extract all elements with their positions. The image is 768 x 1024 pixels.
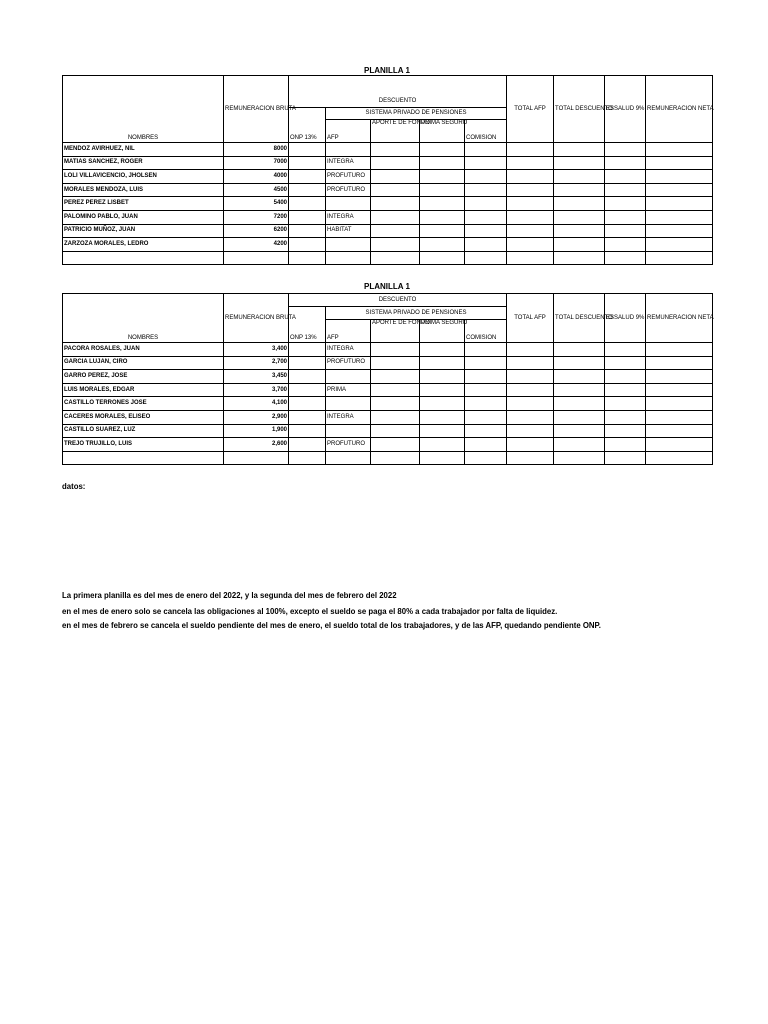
table-row <box>63 170 713 184</box>
empty-cell <box>646 210 713 224</box>
empty-cell <box>371 143 420 157</box>
empty-cell <box>465 438 507 452</box>
empty-cell <box>371 397 420 411</box>
empty-cell <box>646 197 713 211</box>
header-remuneracion-bruta: REMUNERACION BRUTA <box>224 294 289 343</box>
header-aporte-fondo: APORTE DE FONDO <box>371 320 420 343</box>
empty-cell <box>554 224 605 238</box>
table-row-empty <box>63 251 713 265</box>
notes-line-2: en el mes de enero solo se cancela las obligaciones al 100%, excepto el sueldo se paga el 80% a cada trabajador por falta de liquidez. <box>62 607 558 616</box>
gross-salary: 4,100 <box>224 397 289 411</box>
header-comision: COMISION <box>465 120 507 143</box>
header-remuneracion-neta: REMUNERACION NETA <box>646 294 713 343</box>
table-row <box>63 383 713 397</box>
empty-cell <box>605 343 646 357</box>
onp-cell <box>289 424 326 438</box>
empty-cell <box>507 251 554 265</box>
empty-cell <box>646 451 713 465</box>
gross-salary: 2,600 <box>224 438 289 452</box>
empty-cell <box>289 251 326 265</box>
header-remuneracion-bruta: REMUNERACION BRUTA <box>224 76 289 143</box>
gross-salary: 3,400 <box>224 343 289 357</box>
empty-cell <box>554 143 605 157</box>
empty-cell <box>420 397 465 411</box>
gross-salary: 4000 <box>224 170 289 184</box>
empty-cell <box>465 170 507 184</box>
empty-cell <box>605 383 646 397</box>
planilla-2-title: PLANILLA 1 <box>364 282 410 291</box>
empty-cell <box>371 370 420 384</box>
empty-cell <box>465 238 507 252</box>
header-total-afp: TOTAL AFP <box>507 294 554 343</box>
header-prima-seguro: PRIMA SEGURO <box>420 320 465 343</box>
empty-cell <box>465 251 507 265</box>
empty-cell <box>420 251 465 265</box>
onp-cell <box>289 397 326 411</box>
empty-cell <box>507 156 554 170</box>
onp-cell <box>289 410 326 424</box>
gross-salary: 2,900 <box>224 410 289 424</box>
empty-cell <box>289 451 326 465</box>
empty-cell <box>507 210 554 224</box>
onp-cell <box>289 170 326 184</box>
header-descuento: DESCUENTO <box>289 97 507 108</box>
empty-cell <box>371 356 420 370</box>
empty-cell <box>465 397 507 411</box>
empty-cell <box>371 383 420 397</box>
empty-cell <box>371 343 420 357</box>
header-onp: ONP 13% <box>289 108 326 143</box>
empty-cell <box>646 370 713 384</box>
afp-cell: PROFUTURO <box>326 183 371 197</box>
empty-cell <box>554 210 605 224</box>
onp-cell <box>289 383 326 397</box>
onp-cell <box>289 197 326 211</box>
empty-cell <box>63 251 224 265</box>
empty-cell <box>554 170 605 184</box>
empty-cell <box>605 251 646 265</box>
planilla-1-body <box>63 143 713 265</box>
empty-cell <box>465 224 507 238</box>
empty-cell <box>371 424 420 438</box>
empty-cell <box>465 143 507 157</box>
empty-cell <box>507 410 554 424</box>
empty-cell <box>465 210 507 224</box>
empty-cell <box>420 238 465 252</box>
empty-cell <box>605 451 646 465</box>
afp-cell: PROFUTURO <box>326 356 371 370</box>
empty-cell <box>605 370 646 384</box>
gross-salary: 4200 <box>224 238 289 252</box>
empty-cell <box>465 424 507 438</box>
empty-cell <box>507 451 554 465</box>
header-total-afp: TOTAL AFP <box>507 76 554 143</box>
empty-cell <box>465 383 507 397</box>
empty-cell <box>646 397 713 411</box>
empty-cell <box>605 397 646 411</box>
empty-cell <box>326 451 371 465</box>
empty-cell <box>646 238 713 252</box>
employee-name: PEREZ PEREZ LISBET <box>63 197 224 211</box>
empty-cell <box>554 343 605 357</box>
empty-cell <box>371 170 420 184</box>
empty-cell <box>465 410 507 424</box>
table-row <box>63 370 713 384</box>
header-aporte-fondo: APORTE DE FONDO <box>371 120 420 143</box>
empty-cell <box>507 397 554 411</box>
header-nombres: NOMBRES <box>63 294 224 343</box>
employee-name: TREJO TRUJILLO, LUIS <box>63 438 224 452</box>
employee-name: GARCIA LUJAN, CIRO <box>63 356 224 370</box>
table-row <box>63 210 713 224</box>
empty-cell <box>371 451 420 465</box>
table-row <box>63 397 713 411</box>
afp-cell <box>326 143 371 157</box>
planilla-2-body <box>63 343 713 465</box>
employee-name: ZARZOZA MORALES, LEDRO <box>63 238 224 252</box>
empty-cell <box>420 356 465 370</box>
empty-cell <box>420 210 465 224</box>
empty-cell <box>554 370 605 384</box>
header-essalud: ESSALUD 9% <box>605 76 646 143</box>
empty-cell <box>507 343 554 357</box>
empty-cell <box>507 170 554 184</box>
header-sistema-privado: SISTEMA PRIVADO DE PENSIONES <box>326 108 507 120</box>
empty-cell <box>420 410 465 424</box>
header-sistema-privado: SISTEMA PRIVADO DE PENSIONES <box>326 307 507 320</box>
empty-cell <box>420 156 465 170</box>
empty-cell <box>371 224 420 238</box>
empty-cell <box>507 356 554 370</box>
gross-salary: 7200 <box>224 210 289 224</box>
empty-cell <box>465 183 507 197</box>
empty-cell <box>63 451 224 465</box>
empty-cell <box>465 197 507 211</box>
gross-salary: 6200 <box>224 224 289 238</box>
empty-cell <box>646 383 713 397</box>
header-prima-seguro: PRIMA SEGURO <box>420 120 465 143</box>
empty-cell <box>507 424 554 438</box>
empty-cell <box>371 210 420 224</box>
gross-salary: 8000 <box>224 143 289 157</box>
notes-line-3: en el mes de febrero se cancela el sueldo pendiente del mes de enero, el sueldo total de los trabajadores, y de las AFP, quedando pendiente ONP. <box>62 621 601 630</box>
table-row <box>63 410 713 424</box>
empty-cell <box>420 170 465 184</box>
header-remuneracion-neta: REMUNERACION NETA <box>646 76 713 143</box>
table-row <box>63 156 713 170</box>
empty-cell <box>420 143 465 157</box>
table-row <box>63 424 713 438</box>
onp-cell <box>289 156 326 170</box>
empty-cell <box>507 238 554 252</box>
empty-cell <box>507 183 554 197</box>
empty-cell <box>371 410 420 424</box>
empty-cell <box>371 183 420 197</box>
empty-cell <box>507 224 554 238</box>
empty-cell <box>605 356 646 370</box>
onp-cell <box>289 343 326 357</box>
employee-name: LUIS MORALES, EDGAR <box>63 383 224 397</box>
afp-cell: INTEGRA <box>326 410 371 424</box>
empty-cell <box>371 238 420 252</box>
empty-cell <box>646 424 713 438</box>
empty-cell <box>465 451 507 465</box>
planilla-1-table <box>62 75 713 265</box>
empty-cell <box>605 238 646 252</box>
empty-cell <box>646 183 713 197</box>
empty-cell <box>420 197 465 211</box>
employee-name: MATIAS SANCHEZ, ROGER <box>63 156 224 170</box>
onp-cell <box>289 224 326 238</box>
afp-cell: INTEGRA <box>326 156 371 170</box>
empty-cell <box>605 170 646 184</box>
empty-cell <box>646 438 713 452</box>
table-row <box>63 183 713 197</box>
afp-cell: HABITAT <box>326 224 371 238</box>
empty-cell <box>507 438 554 452</box>
empty-cell <box>646 224 713 238</box>
empty-cell <box>326 251 371 265</box>
empty-cell <box>554 424 605 438</box>
header-spacer <box>289 76 507 97</box>
empty-cell <box>554 410 605 424</box>
empty-cell <box>646 410 713 424</box>
empty-cell <box>554 356 605 370</box>
gross-salary: 3,450 <box>224 370 289 384</box>
empty-cell <box>420 451 465 465</box>
empty-cell <box>605 224 646 238</box>
employee-name: GARRO PEREZ, JOSE <box>63 370 224 384</box>
employee-name: LOLI VILLAVICENCIO, JHOLSEN <box>63 170 224 184</box>
header-descuento: DESCUENTO <box>289 294 507 307</box>
notes-line-1: La primera planilla es del mes de enero del 2022, y la segunda del mes de febrero del 2022 <box>62 591 397 600</box>
empty-cell <box>507 370 554 384</box>
empty-cell <box>420 383 465 397</box>
empty-cell <box>605 410 646 424</box>
employee-name: CACERES MORALES, ELISEO <box>63 410 224 424</box>
empty-cell <box>465 343 507 357</box>
empty-cell <box>554 156 605 170</box>
header-comision: COMISION <box>465 320 507 343</box>
empty-cell <box>371 156 420 170</box>
empty-cell <box>507 383 554 397</box>
empty-cell <box>420 183 465 197</box>
onp-cell <box>289 210 326 224</box>
employee-name: PALOMINO PABLO, JUAN <box>63 210 224 224</box>
header-total-descuento: TOTAL DESCUENTO <box>554 294 605 343</box>
empty-cell <box>646 156 713 170</box>
empty-cell <box>646 251 713 265</box>
employee-name: PACORA ROSALES, JUAN <box>63 343 224 357</box>
empty-cell <box>420 343 465 357</box>
empty-cell <box>371 197 420 211</box>
onp-cell <box>289 370 326 384</box>
onp-cell <box>289 143 326 157</box>
table-row <box>63 238 713 252</box>
table-row <box>63 143 713 157</box>
gross-salary: 7000 <box>224 156 289 170</box>
afp-cell: INTEGRA <box>326 210 371 224</box>
afp-cell <box>326 370 371 384</box>
empty-cell <box>605 210 646 224</box>
empty-cell <box>605 197 646 211</box>
empty-cell <box>554 183 605 197</box>
table-row <box>63 356 713 370</box>
afp-cell: PROFUTURO <box>326 170 371 184</box>
header-afp: AFP <box>326 320 371 343</box>
employee-name: CASTILLO TERRONES JOSE <box>63 397 224 411</box>
empty-cell <box>605 143 646 157</box>
empty-cell <box>646 343 713 357</box>
planilla-2-table <box>62 293 713 465</box>
employee-name: CASTILLO SUAREZ, LUZ <box>63 424 224 438</box>
table-row <box>63 343 713 357</box>
onp-cell <box>289 238 326 252</box>
empty-cell <box>507 143 554 157</box>
empty-cell <box>465 370 507 384</box>
afp-cell <box>326 397 371 411</box>
empty-cell <box>465 156 507 170</box>
afp-cell: INTEGRA <box>326 343 371 357</box>
header-afp: AFP <box>326 120 371 143</box>
afp-cell <box>326 424 371 438</box>
empty-cell <box>605 156 646 170</box>
empty-cell <box>420 370 465 384</box>
empty-cell <box>371 438 420 452</box>
empty-cell <box>224 251 289 265</box>
gross-salary: 1,900 <box>224 424 289 438</box>
header-total-descuento: TOTAL DESCUENTO <box>554 76 605 143</box>
header-nombres: NOMBRES <box>63 76 224 143</box>
empty-cell <box>554 383 605 397</box>
afp-cell: PROFUTURO <box>326 438 371 452</box>
gross-salary: 5400 <box>224 197 289 211</box>
empty-cell <box>605 424 646 438</box>
empty-cell <box>224 451 289 465</box>
employee-name: MORALES MENDOZA, LUIS <box>63 183 224 197</box>
notes-datos: datos: <box>62 482 86 491</box>
empty-cell <box>554 197 605 211</box>
empty-cell <box>554 238 605 252</box>
gross-salary: 3,700 <box>224 383 289 397</box>
empty-cell <box>646 356 713 370</box>
employee-name: PATRICIO MUÑOZ, JUAN <box>63 224 224 238</box>
employee-name: MENDOZ AVIRHUEZ, NIL <box>63 143 224 157</box>
planilla-1-title: PLANILLA 1 <box>364 66 410 75</box>
table-row <box>63 224 713 238</box>
empty-cell <box>605 183 646 197</box>
empty-cell <box>554 451 605 465</box>
empty-cell <box>554 251 605 265</box>
header-onp: ONP 13% <box>289 307 326 343</box>
gross-salary: 2,700 <box>224 356 289 370</box>
empty-cell <box>465 356 507 370</box>
onp-cell <box>289 183 326 197</box>
empty-cell <box>371 251 420 265</box>
empty-cell <box>646 170 713 184</box>
onp-cell <box>289 438 326 452</box>
table-row <box>63 197 713 211</box>
empty-cell <box>507 197 554 211</box>
afp-cell <box>326 197 371 211</box>
empty-cell <box>554 397 605 411</box>
empty-cell <box>605 438 646 452</box>
empty-cell <box>554 438 605 452</box>
empty-cell <box>420 224 465 238</box>
onp-cell <box>289 356 326 370</box>
empty-cell <box>420 424 465 438</box>
gross-salary: 4500 <box>224 183 289 197</box>
table-row <box>63 438 713 452</box>
empty-cell <box>420 438 465 452</box>
table-row-empty <box>63 451 713 465</box>
empty-cell <box>646 143 713 157</box>
afp-cell <box>326 238 371 252</box>
header-essalud: ESSALUD 9% <box>605 294 646 343</box>
afp-cell: PRIMA <box>326 383 371 397</box>
